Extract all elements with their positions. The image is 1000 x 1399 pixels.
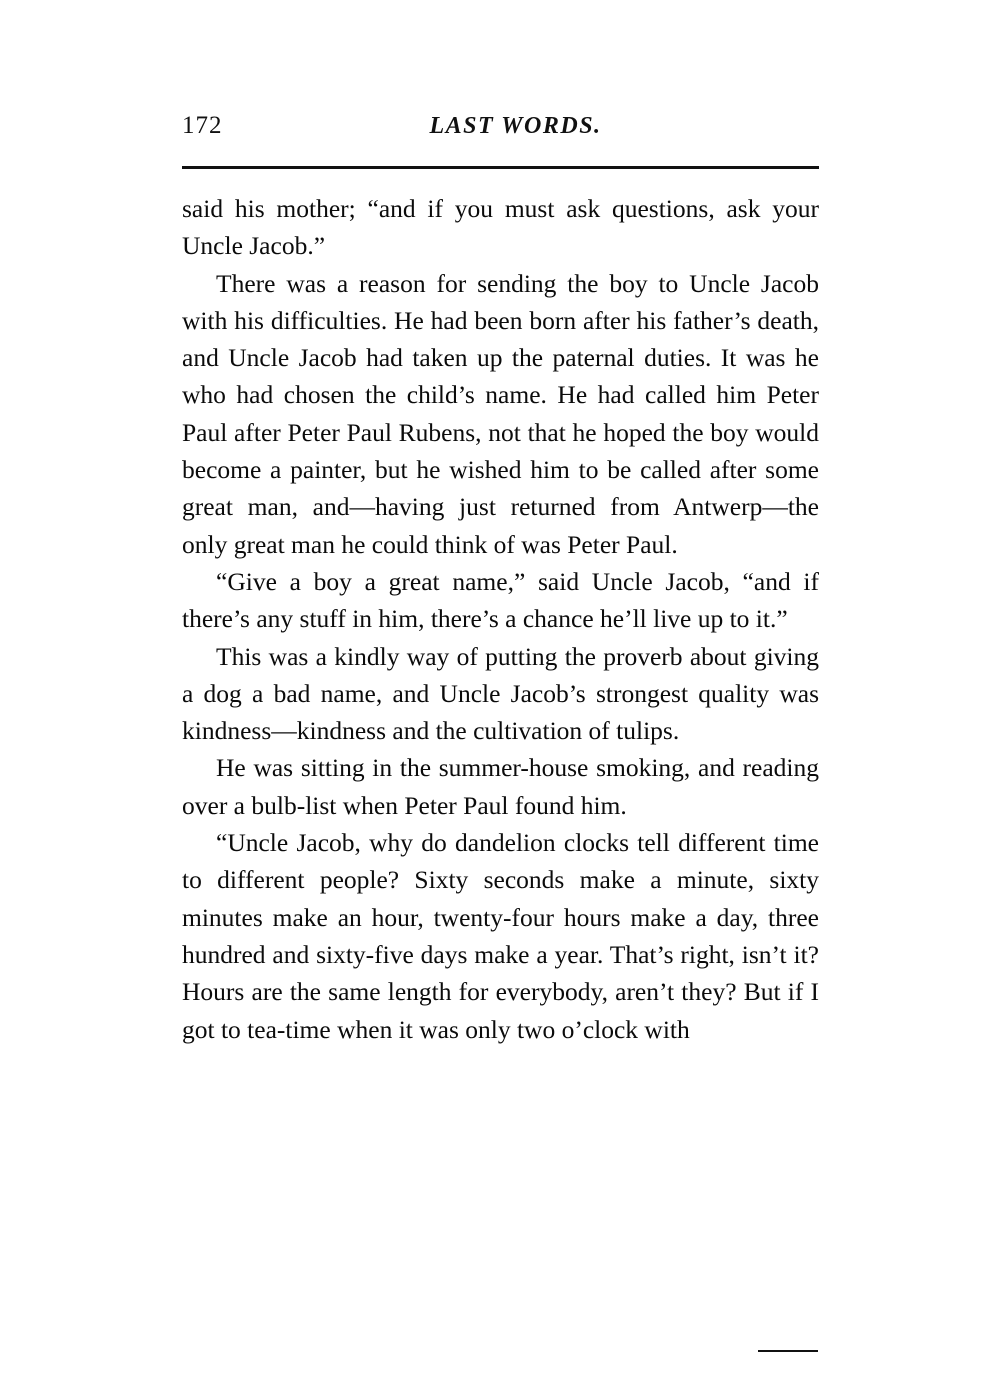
header-divider <box>182 166 819 169</box>
page-number: 172 <box>182 112 223 139</box>
paragraph: “Uncle Jacob, why do dandelion clocks tell different time to different people? Sixty seconds make a minute, sixty minutes make an hour, twenty-four hours make a day, three hundred and sixty-five days make a year. That’s right, isn’t it? Hours are the same length for everybody, aren’t they? But if I got to tea-time when it was only two o’clock with <box>182 828 819 1044</box>
body-text <box>182 190 819 1048</box>
paragraph: said his mother; “and if you must ask questions, ask your Uncle Jacob.” <box>182 194 819 261</box>
paragraph: There was a reason for sending the boy to Uncle Jacob with his difficulties. He had been born after his father’s death, and Uncle Jacob had taken up the paternal duties. It was he who had chosen the child’s name. He had called him Peter Paul after Peter Paul Rubens, not that he hoped the boy would become a painter, but he wished him to be called after some great man, and—having just returned from Antwerp—the only great man he could think of was Peter Paul. <box>182 268 819 559</box>
page-header <box>182 112 819 152</box>
running-title: LAST WORDS. <box>429 113 602 139</box>
paragraph: “Give a boy a great name,” said Uncle Jacob, “and if there’s any stuff in him, there’s a chance he’ll live up to it.” <box>182 566 819 634</box>
footer-mark <box>758 1350 818 1352</box>
paragraph: This was a kindly way of putting the proverb about giving a dog a bad name, and Uncle Jacob’s strongest quality was kindness—kindness and the cultivation of tulips. <box>182 641 819 746</box>
paragraph: He was sitting in the summer-house smoking, and reading over a bulb-list when Peter Paul found him. <box>182 753 819 820</box>
